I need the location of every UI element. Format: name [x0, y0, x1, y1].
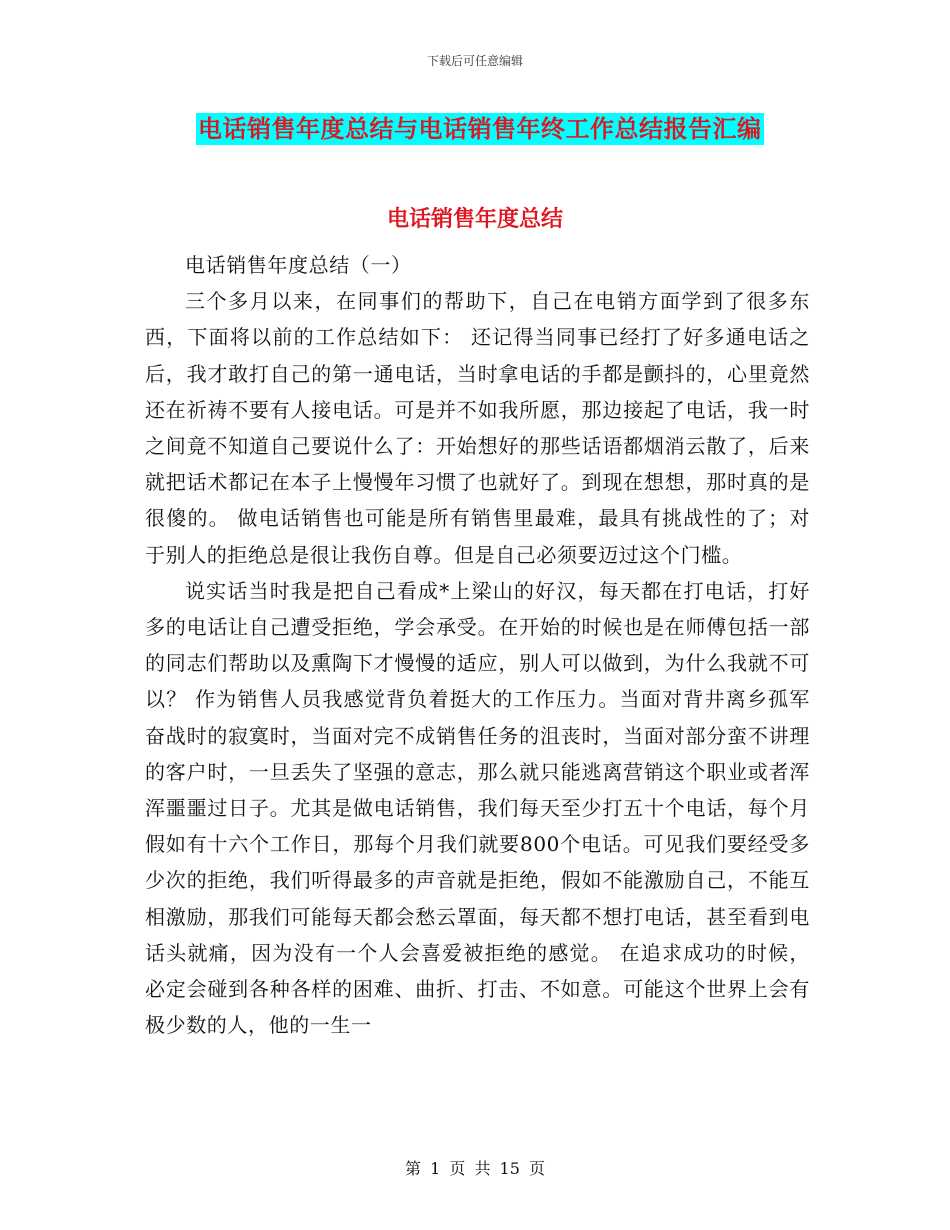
body-paragraph: 说实话当时我是把自己看成*上梁山的好汉，每天都在打电话，打好多的电话让自己遭受拒绝，学会承受。在开始的时候也是在师傅包括一部的同志们帮助以及熏陶下才慢慢的适应，别人可以做到，为什么我就不可以？ 作为销售人员我感觉背负着挺大的工作压力。当面对背井离乡孤军奋战时的寂寞时，当面对完不成销售任务的沮丧时，当面对部分蛮不讲理的客户时，一旦丢失了坚强的意志，那么就只能逃离营销这个职业或者浑浑噩噩过日子。尤其是做电话销售，我们每天至少打五十个电话，每个月假如有十六个工作日，那每个月我们就要800个电话。可见我们要经受多少次的拒绝，我们听得最多的声音就是拒绝，假如不能激励自己，不能互相激励，那我们可能每天都会愁云罩面，每天都不想打电话，甚至看到电话头就痛，因为没有一个人会喜爱被拒绝的感觉。 在追求成功的时候，必定会碰到各种各样的困难、曲折、打击、不如意。可能这个世界上会有极少数的人，他的一生一 [145, 578, 810, 1038]
subsection-heading: 电话销售年度总结（一） [185, 253, 412, 277]
page-number: 第 1 页 共 15 页 [405, 1159, 545, 1178]
document-body [145, 247, 810, 1043]
page-header-note: 下载后可任意编辑 [426, 54, 523, 68]
document-title: 电话销售年度总结与电话销售年终工作总结报告汇编 [198, 114, 762, 143]
body-paragraph: 三个多月以来，在同事们的帮助下，自己在电销方面学到了很多东西，下面将以前的工作总结如下： 还记得当同事已经打了好多通电话之后，我才敢打自己的第一通电话，当时拿电话的手都是颤抖的，心里竟然还在祈祷不要有人接电话。可是并不如我所愿，那边接起了电话，我一时之间竟不知道自己要说什么了：开始想好的那些话语都烟消云散了，后来就把话术都记在本子上慢慢年习惯了也就好了。到现在想想，那时真的是很傻的。 做电话销售也可能是所有销售里最难，最具有挑战性的了；对于别人的拒绝总是很让我伤自尊。但是自己必须要迈过这个门槛。 [145, 289, 810, 567]
section-title: 电话销售年度总结 [386, 206, 563, 232]
